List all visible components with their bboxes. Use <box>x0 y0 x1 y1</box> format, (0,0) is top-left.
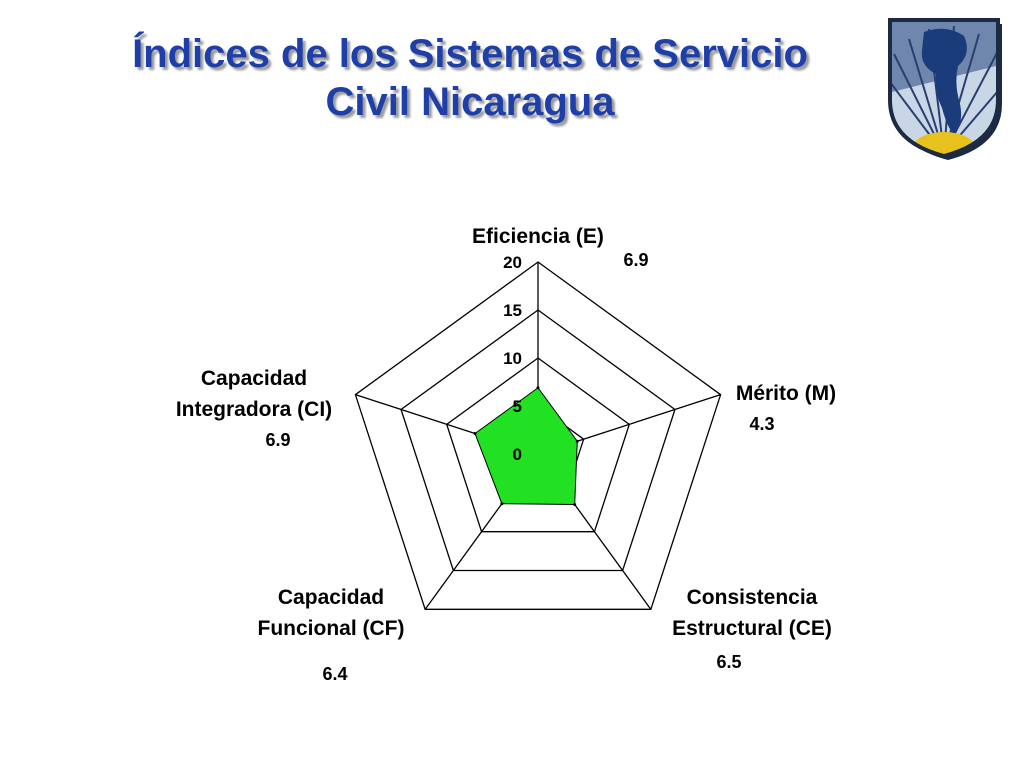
axis-label: Capacidad Integradora (CI) <box>175 367 333 421</box>
title-line-1: Índices de los Sistemas de Servicio <box>132 32 808 76</box>
radar-series <box>474 386 579 506</box>
axis-label: Consistencia Estructural (CE) <box>672 586 832 640</box>
tick-label: 15 <box>503 301 522 320</box>
series-point <box>474 432 477 435</box>
title-line-2: Civil Nicaragua <box>325 80 615 124</box>
axis-label: Eficiencia (E) <box>472 225 604 248</box>
tick-label: 10 <box>503 349 522 368</box>
tick-label: 0 <box>512 445 522 464</box>
series-point <box>573 503 576 506</box>
series-area <box>475 388 577 505</box>
value-label: 6.5 <box>716 652 742 672</box>
value-label: 6.9 <box>623 250 649 270</box>
tick-label: 5 <box>512 397 522 416</box>
value-label: 6.4 <box>322 664 348 684</box>
series-point <box>537 386 540 389</box>
value-label: 6.9 <box>265 430 291 450</box>
series-point <box>500 502 503 505</box>
tick-label: 20 <box>503 253 522 272</box>
value-label: 4.3 <box>749 414 775 434</box>
axis-label: Mérito (M) <box>735 382 837 405</box>
series-point <box>576 440 579 443</box>
axis-label: Capacidad Funcional (CF) <box>257 586 405 640</box>
